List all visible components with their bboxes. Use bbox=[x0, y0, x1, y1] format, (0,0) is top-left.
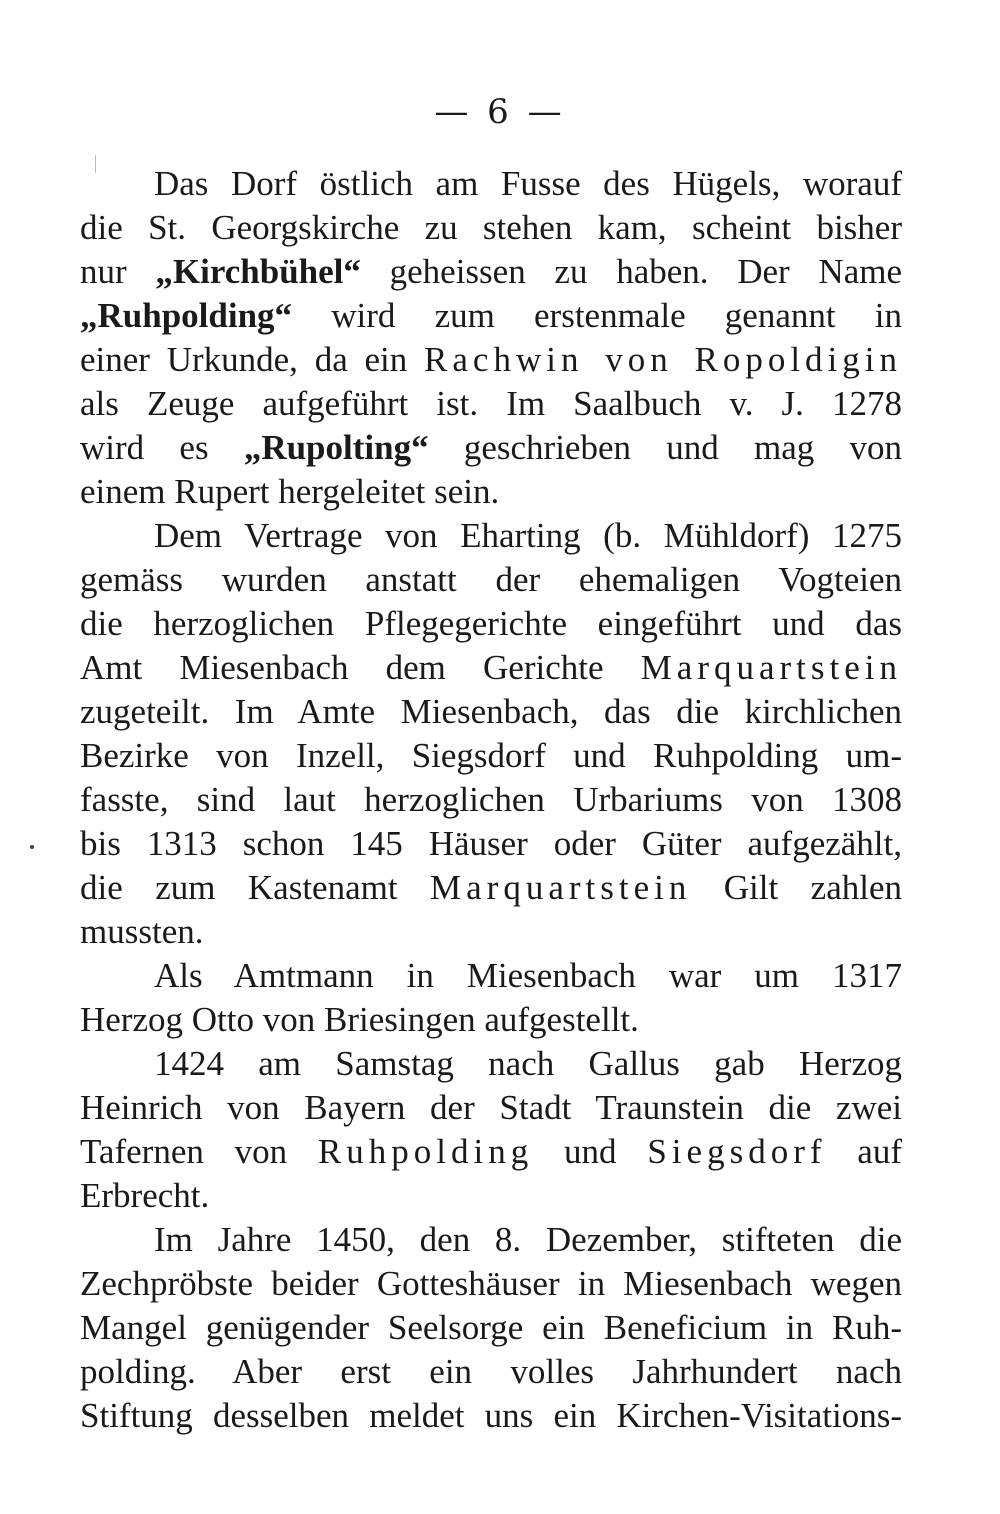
text-run: wird zum erstenmale genannt in bbox=[292, 296, 902, 335]
spaced-name: Ruhpolding bbox=[317, 1132, 534, 1171]
text-run: Tafernen von bbox=[80, 1132, 318, 1171]
text-line bbox=[80, 426, 902, 470]
text-line bbox=[80, 778, 902, 822]
text-line bbox=[80, 822, 902, 866]
bold-term: „Rupolting“ bbox=[243, 428, 429, 467]
text-run: nur bbox=[80, 252, 156, 291]
text-line bbox=[80, 514, 902, 558]
text-line bbox=[80, 998, 902, 1042]
text-line bbox=[80, 294, 902, 338]
text-line bbox=[80, 338, 902, 382]
text-run: Mangel genügender Seelsorge ein Beneficium in Ruh- bbox=[80, 1308, 902, 1347]
text-line bbox=[80, 690, 902, 734]
text-line bbox=[80, 646, 902, 690]
text-run: bis 1313 schon 145 Häuser oder Güter aufgezählt, bbox=[80, 824, 902, 863]
text-line bbox=[80, 206, 902, 250]
paragraph bbox=[80, 1218, 902, 1438]
text-run: Heinrich von Bayern der Stadt Traunstein die zwei bbox=[80, 1088, 902, 1127]
text-run: 1424 am Samstag nach Gallus gab Herzog bbox=[154, 1044, 902, 1083]
text-line bbox=[80, 1130, 902, 1174]
text-run: Herzog Otto von Briesingen aufgestellt. bbox=[80, 1000, 639, 1039]
text-run: Als Amtmann in Miesenbach war um 1317 bbox=[154, 956, 902, 995]
text-line bbox=[80, 1394, 902, 1438]
text-run: als Zeuge aufgeführt ist. Im Saalbuch v. J. 1278 bbox=[80, 384, 902, 423]
text-run: gemäss wurden anstatt der ehemaligen Vogteien bbox=[80, 560, 902, 599]
text-run: einem Rupert hergeleitet sein. bbox=[80, 472, 500, 511]
spaced-name: Siegsdorf bbox=[647, 1132, 827, 1171]
text-run: auf bbox=[826, 1132, 902, 1171]
text-run: wird es bbox=[80, 428, 244, 467]
text-line bbox=[80, 1042, 902, 1086]
text-run: Bezirke von Inzell, Siegsdorf und Ruhpolding um- bbox=[80, 736, 902, 775]
text-line bbox=[80, 954, 902, 998]
paragraph bbox=[80, 514, 902, 954]
text-run: fasste, sind laut herzoglichen Urbariums von 1308 bbox=[80, 780, 902, 819]
text-line bbox=[80, 1306, 902, 1350]
text-run: geschrieben und mag von bbox=[428, 428, 902, 467]
text-run: Erbrecht. bbox=[80, 1176, 210, 1215]
text-line bbox=[80, 866, 902, 910]
text-run: polding. Aber erst ein volles Jahrhundert nach bbox=[80, 1352, 902, 1391]
text-run: die herzoglichen Pflegegerichte eingeführt und das bbox=[80, 604, 902, 643]
text-run: Das Dorf östlich am Fusse des Hügels, worauf bbox=[154, 164, 902, 203]
paragraph bbox=[80, 162, 902, 514]
text-run: die zum Kastenamt bbox=[80, 868, 431, 907]
text-run: zugeteilt. Im Amte Miesenbach, das die kirchlichen bbox=[80, 692, 902, 731]
text-line bbox=[80, 1174, 902, 1218]
spaced-name: Marquartstein bbox=[430, 868, 692, 907]
text-line bbox=[80, 558, 902, 602]
text-line bbox=[80, 602, 902, 646]
spaced-name: Rachwin von Ropoldigin bbox=[424, 340, 902, 379]
text-run: Im Jahre 1450, den 8. Dezember, stifteten die bbox=[154, 1220, 902, 1259]
text-run: geheissen zu haben. Der Name bbox=[360, 252, 902, 291]
spaced-name: Marquartstein bbox=[640, 648, 902, 687]
text-run: Dem Vertrage von Eharting (b. Mühldorf) 1275 bbox=[154, 516, 902, 555]
text-line bbox=[80, 1086, 902, 1130]
text-line bbox=[80, 250, 902, 294]
text-run: Amt Miesenbach dem Gerichte bbox=[80, 648, 641, 687]
text-line bbox=[80, 1350, 902, 1394]
bold-term: „Kirchbühel“ bbox=[155, 252, 361, 291]
body-text bbox=[80, 162, 902, 1438]
text-line bbox=[80, 734, 902, 778]
bold-term: „Ruhpolding“ bbox=[80, 296, 293, 335]
margin-dot bbox=[30, 845, 34, 849]
text-run: und bbox=[533, 1132, 648, 1171]
text-run: Zechpröbste beider Gotteshäuser in Miesenbach wegen bbox=[80, 1264, 902, 1303]
text-line bbox=[80, 910, 902, 954]
text-run: mussten. bbox=[80, 912, 204, 951]
paragraph bbox=[80, 1042, 902, 1218]
text-run: die St. Georgskirche zu stehen kam, scheint bisher bbox=[80, 208, 902, 247]
text-run: einer Urkunde, da ein bbox=[80, 340, 425, 379]
text-line bbox=[80, 470, 902, 514]
text-line bbox=[80, 1218, 902, 1262]
text-line bbox=[80, 1262, 902, 1306]
text-line bbox=[80, 382, 902, 426]
text-run: Stiftung desselben meldet uns ein Kirchen-Visitations- bbox=[80, 1396, 902, 1435]
page-number: — 6 — bbox=[434, 92, 566, 132]
paragraph bbox=[80, 954, 902, 1042]
text-run: Gilt zahlen bbox=[691, 868, 902, 907]
text-line bbox=[80, 162, 902, 206]
